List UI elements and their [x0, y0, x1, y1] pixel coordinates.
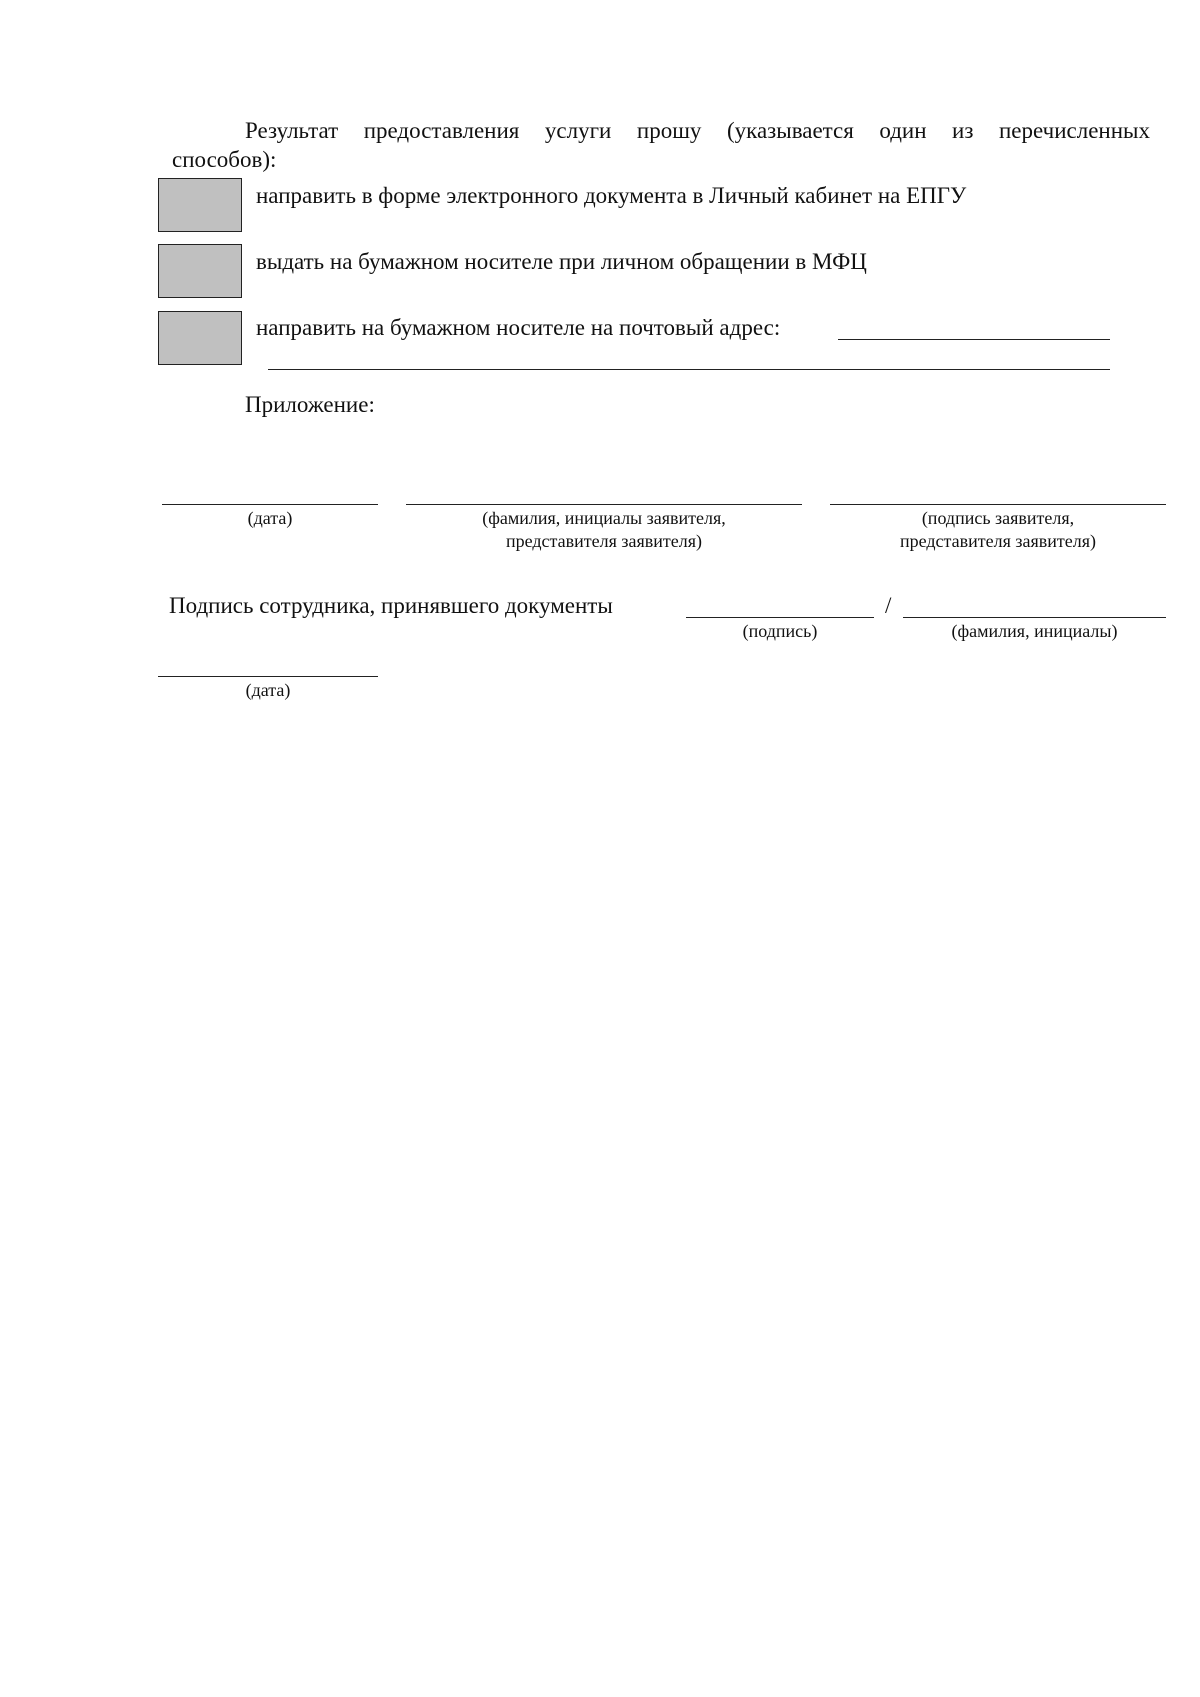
- applicant-date-line[interactable]: [162, 504, 378, 505]
- employee-date-line[interactable]: [158, 676, 378, 677]
- postal-address-field-line2[interactable]: [268, 369, 1110, 370]
- option-label-epgu: направить в форме электронного документа в Личный кабинет на ЕПГУ: [256, 183, 967, 208]
- checkbox-option-post[interactable]: [158, 311, 242, 365]
- postal-address-field-line1[interactable]: [838, 339, 1110, 340]
- applicant-signature-caption-line2: представителя заявителя): [900, 531, 1096, 551]
- intro-text-line1: Результат предоставления услуги прошу (указывается один из перечисленных: [245, 118, 1150, 143]
- employee-date-caption: (дата): [245, 680, 291, 700]
- employee-name-line[interactable]: [903, 617, 1166, 618]
- employee-signature-caption: (подпись): [742, 621, 818, 641]
- applicant-name-caption-line1: (фамилия, инициалы заявителя,: [482, 508, 726, 528]
- applicant-date-caption: (дата): [247, 508, 293, 528]
- intro-text-line2: способов):: [172, 147, 277, 172]
- applicant-signature-line[interactable]: [830, 504, 1166, 505]
- applicant-signature-caption-line1: (подпись заявителя,: [921, 508, 1075, 528]
- signature-separator: /: [885, 593, 892, 618]
- checkbox-option-epgu[interactable]: [158, 178, 242, 232]
- option-label-mfc: выдать на бумажном носителе при личном обращении в МФЦ: [256, 249, 867, 274]
- checkbox-option-mfc[interactable]: [158, 244, 242, 298]
- applicant-name-line[interactable]: [406, 504, 802, 505]
- employee-name-caption: (фамилия, инициалы): [951, 621, 1118, 641]
- employee-signature-label: Подпись сотрудника, принявшего документы: [169, 593, 613, 618]
- attachment-label: Приложение:: [245, 392, 375, 417]
- option-label-post: направить на бумажном носителе на почтовый адрес:: [256, 315, 781, 340]
- applicant-name-caption-line2: представителя заявителя): [506, 531, 702, 551]
- employee-signature-line[interactable]: [686, 617, 874, 618]
